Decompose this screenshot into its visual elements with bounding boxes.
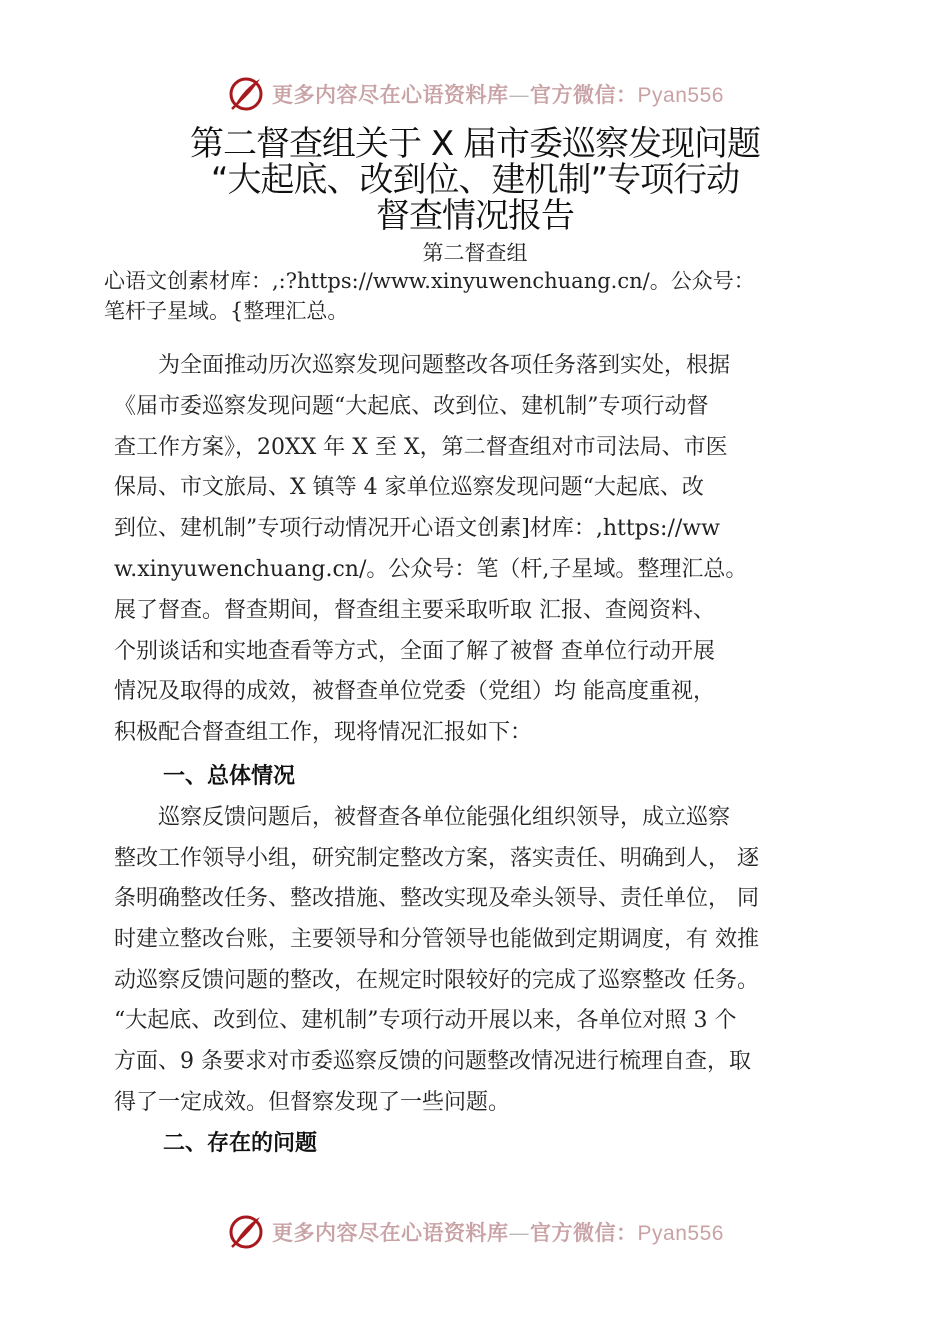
source-note [104, 266, 864, 326]
paragraph-line: 时建立整改台账，主要领导和分管领导也能做到定期调度，有 效推 [114, 927, 759, 953]
section-heading-problems: 二、存在的问题 [163, 1131, 318, 1156]
author-line: 第二督查组 [422, 241, 528, 265]
title-line-2: “大起底、改到位、建机制”专项行动 [210, 160, 740, 200]
quill-pen-logo-icon [226, 74, 266, 114]
source-line-2: 笔杆子星域。{整理汇总。 [104, 299, 349, 323]
paragraph-line: 为全面推动历次巡察发现问题整改各项任务落到实处，根据 [158, 353, 731, 378]
banner-text: 更多内容尽在心语资料库—官方微信：Pyan556 [272, 1220, 724, 1245]
title-line-1: 第二督查组关于 X 届市委巡察发现问题 [190, 124, 760, 164]
paragraph-line: 情况及取得的成效，被督查单位党委（党组）均 能高度重视， [114, 679, 715, 705]
paragraph-line: w.xinyuwenchuang.cn/。公众号：笔（杆,子星域。整理汇总。 [114, 556, 748, 582]
paragraph-line: 到位、建机制”专项行动情况开心语文创素]材库：,https://ww [114, 516, 720, 542]
paragraph-line: 条明确整改任务、整改措施、整改实现及牵头领导、责任单位， 同 [114, 886, 759, 912]
intro-paragraph [114, 346, 844, 754]
paragraph-line: 展了督查。督查期间，督查组主要采取听取 汇报、查阅资料、 [114, 597, 715, 623]
paragraph-line: 整改工作领导小组，研究制定整改方案，落实责任、明确到人， 逐 [114, 845, 759, 871]
paragraph-line: 方面、9 条要求对市委巡察反馈的问题整改情况进行梳理自查，取 [114, 1049, 751, 1075]
paragraph-line: 巡察反馈问题后，被督查各单位能强化组织领导，成立巡察 [158, 805, 731, 830]
source-line-1: 心语文创素材库：,:?https://www.xinyuwenchuang.cn/。公众号： [104, 269, 755, 293]
paragraph-line: 积极配合督查组工作，现将情况汇报如下： [114, 720, 533, 746]
paragraph-line: 得了一定成效。但督察发现了一些问题。 [114, 1089, 511, 1115]
paragraph-line: 保局、市文旅局、X 镇等 4 家单位巡察发现问题“大起底、改 [114, 475, 704, 501]
banner-text: 更多内容尽在心语资料库—官方微信：Pyan556 [272, 82, 724, 107]
document-title [0, 126, 950, 234]
paragraph-line: 个别谈话和实地查看等方式，全面了解了被督 查单位行动开展 [114, 638, 715, 664]
header-banner [0, 74, 950, 114]
paragraph-line: 动巡察反馈问题的整改，在规定时限较好的完成了巡察整改 任务。 [114, 967, 759, 993]
quill-pen-logo-icon [226, 1212, 266, 1252]
paragraph-line: “大起底、改到位、建机制”专项行动开展以来，各单位对照 3 个 [114, 1008, 737, 1034]
section-heading-overview: 一、总体情况 [163, 764, 296, 789]
paragraph-line: 查工作方案》，20XX 年 X 至 X，第二督查组对市司法局、市医 [114, 434, 728, 460]
paragraph-line: 《届市委巡察发现问题“大起底、改到位、建机制”专项行动督 [114, 393, 709, 419]
footer-banner [0, 1212, 950, 1252]
overview-paragraph [114, 798, 844, 1124]
title-line-3: 督查情况报告 [376, 196, 574, 236]
